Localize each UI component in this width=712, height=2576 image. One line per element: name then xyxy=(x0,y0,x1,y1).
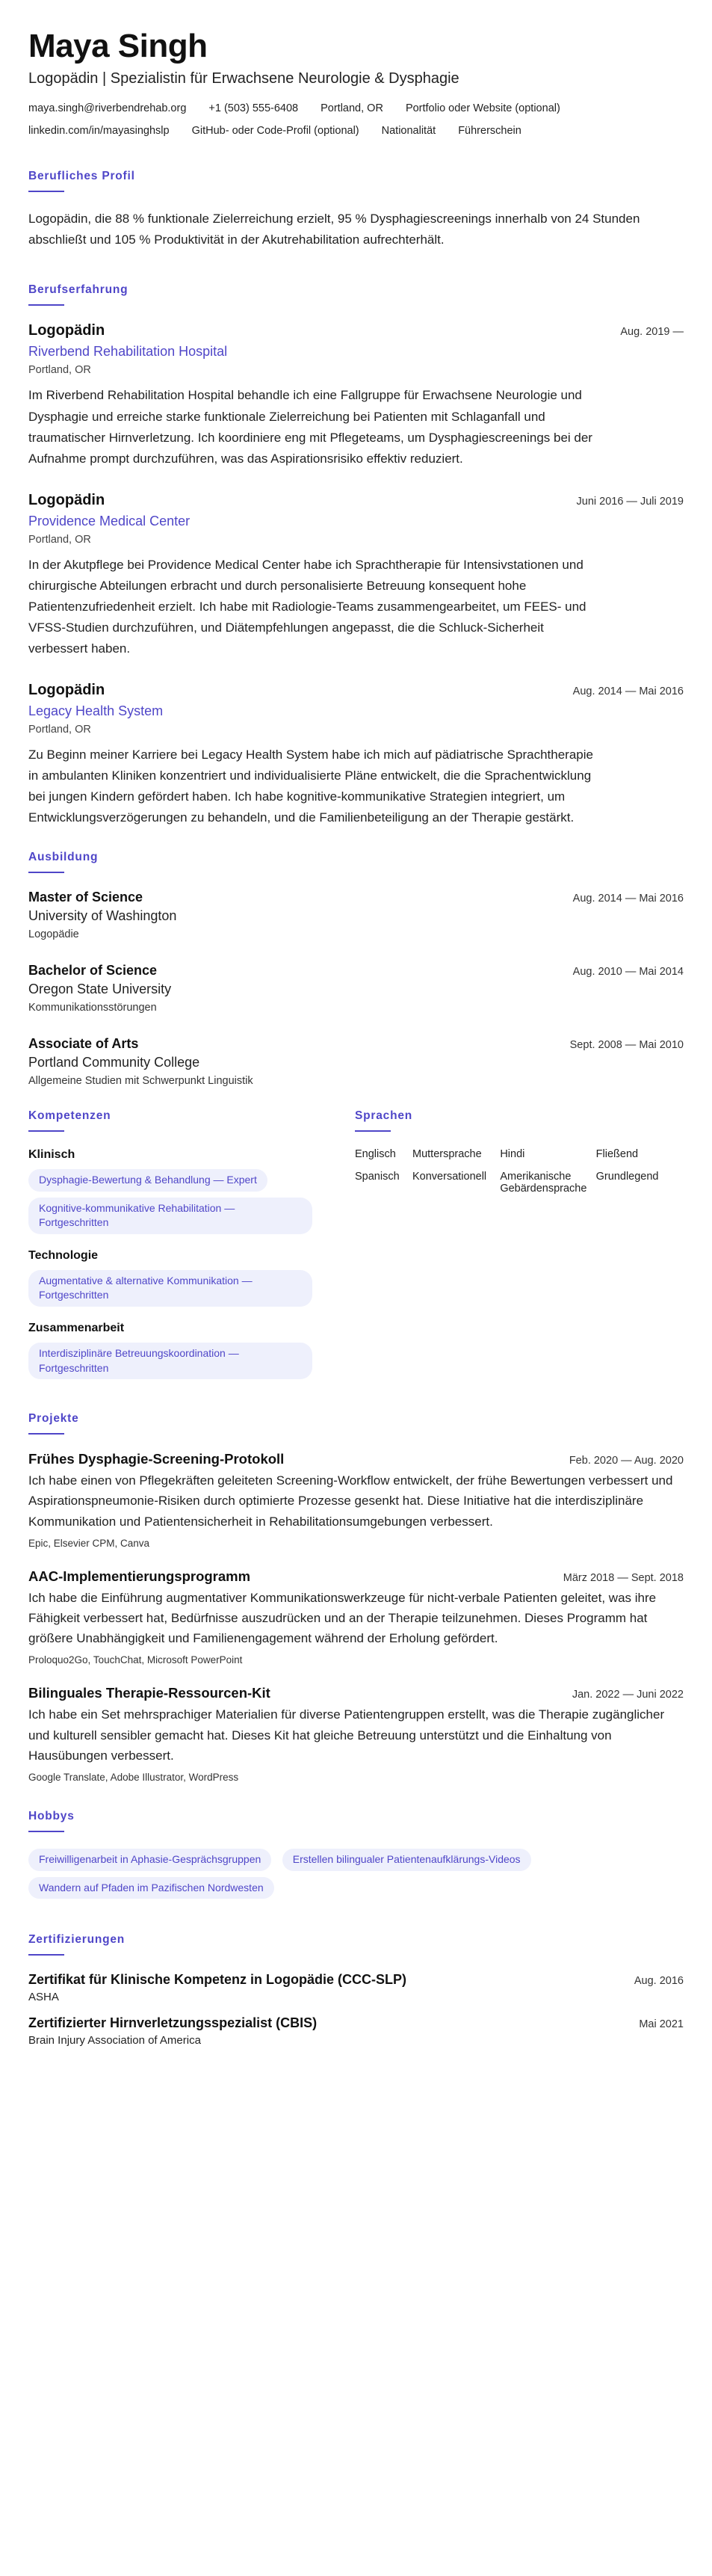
degree: Master of Science xyxy=(28,890,143,905)
language-name: Hindi xyxy=(500,1148,525,1161)
experience-item xyxy=(28,492,684,659)
section-divider xyxy=(355,1130,391,1132)
project-date: Feb. 2020 — Aug. 2020 xyxy=(569,1455,684,1467)
employer-name: Providence Medical Center xyxy=(28,513,191,529)
field-of-study: Kommunikationsstörungen xyxy=(28,1002,157,1014)
contact-github[interactable]: GitHub- oder Code-Profil (optional) xyxy=(191,125,359,138)
school-name: University of Washington xyxy=(28,908,177,924)
education-date: Aug. 2010 — Mai 2014 xyxy=(572,966,684,979)
section-divider xyxy=(28,1954,64,1956)
project-item xyxy=(28,1451,684,1549)
project-item xyxy=(28,1568,684,1666)
hobby-pill: Wandern auf Pfaden im Pazifischen Nordwesten xyxy=(28,1877,274,1899)
section-title-certifications: Zertifizierungen xyxy=(28,1933,126,1947)
section-divider xyxy=(28,1433,64,1435)
school-name: Portland Community College xyxy=(28,1055,200,1070)
skill-category: Technologie xyxy=(28,1248,99,1262)
contact-phone[interactable]: +1 (503) 555-6408 xyxy=(208,102,299,115)
job-title: Logopädin xyxy=(28,322,105,339)
project-description: Ich habe ein Set mehrsprachiger Materialien für diverse Patientengruppen erstellt, was die Therapie zugänglicher und kulturell sensibler gemacht hat. Dieses Kit hat gleiche Betreuung unterstützt und die Einhaltung von Hausübungen verbessert. xyxy=(28,1707,665,1763)
language-level: Grundlegend xyxy=(595,1171,659,1183)
skill-pill: Kognitive-kommunikative Rehabilitation — Fortgeschritten xyxy=(28,1198,312,1234)
job-date: Juni 2016 — Juli 2019 xyxy=(576,495,684,508)
skills-languages-section xyxy=(28,1109,684,1385)
headline: Logopädin | Spezialistin für Erwachsene Neurologie & Dysphagie xyxy=(28,70,459,87)
hobbies-section xyxy=(28,1810,684,1905)
employer-name: Riverbend Rehabilitation Hospital xyxy=(28,344,228,360)
candidate-name: Maya Singh xyxy=(28,28,208,64)
certification-date: Aug. 2016 xyxy=(634,1975,684,1988)
job-date: Aug. 2019 — xyxy=(620,326,684,339)
contact-info xyxy=(28,102,671,137)
language-row xyxy=(355,1171,684,1195)
job-location: Portland, OR xyxy=(28,723,91,736)
experience-item xyxy=(28,682,684,828)
job-title: Logopädin xyxy=(28,491,105,508)
degree: Associate of Arts xyxy=(28,1036,139,1052)
school-name: Oregon State University xyxy=(28,982,172,997)
degree: Bachelor of Science xyxy=(28,963,158,979)
section-title-skills: Kompetenzen xyxy=(28,1109,111,1123)
contact-linkedin[interactable]: linkedin.com/in/mayasinghslp xyxy=(28,125,170,138)
project-description: Ich habe die Einführung augmentativer Kommunikationswerkzeuge für nicht-verbale Patienten geleitet, was ihre Fähigkeit verbessert hat, Bedürfnisse auszudrücken und an der Therapie teilzunehmen. Dieses Programm hat größere Unabhängigkeit und Familienengagement während der Erholung gefördert. xyxy=(28,1590,657,1646)
skill-pill: Dysphagie-Bewertung & Behandlung — Expert xyxy=(28,1169,267,1192)
hobby-pill: Erstellen bilingualer Patientenaufklärungs-Videos xyxy=(282,1849,531,1871)
language-level: Konversationell xyxy=(412,1171,487,1183)
education-date: Sept. 2008 — Mai 2010 xyxy=(569,1039,684,1052)
certification-name: Zertifikat für Klinische Kompetenz in Logopädie (CCC-SLP) xyxy=(28,1972,407,1988)
section-divider xyxy=(28,191,64,192)
project-date: Jan. 2022 — Juni 2022 xyxy=(572,1689,684,1701)
certification-name: Zertifizierter Hirnverletzungsspezialist (CBIS) xyxy=(28,2015,318,2031)
experience-item xyxy=(28,322,684,469)
skills-column xyxy=(28,1109,325,1385)
job-title: Logopädin xyxy=(28,681,105,698)
language-name: Englisch xyxy=(355,1148,396,1161)
project-tools: Google Translate, Adobe Illustrator, WordPress xyxy=(28,1771,239,1783)
contact-drivers-license: Führerschein xyxy=(458,125,521,138)
education-item xyxy=(28,1036,684,1087)
job-description: Zu Beginn meiner Karriere bei Legacy Health System habe ich mich auf pädiatrische Sprachtherapie in ambulanten Kliniken konzentriert und individualisierte Pläne entwickelt, die die Sprachentwicklung bei jungen Kindern gefördert haben. Ich habe kognitive-kommunikative Strategien integriert, um Entwicklungsverzögerungen zu behandeln, und die Familienbeteiligung an der Therapie gestärkt. xyxy=(28,747,593,825)
language-name: Spanisch xyxy=(355,1171,400,1183)
section-title-projects: Projekte xyxy=(28,1412,79,1426)
section-divider xyxy=(28,1130,64,1132)
language-name: Amerikanische Gebärdensprache xyxy=(500,1171,587,1195)
education-item xyxy=(28,963,684,1014)
certification-date: Mai 2021 xyxy=(639,2018,684,2031)
contact-location: Portland, OR xyxy=(321,102,383,115)
job-description: Im Riverbend Rehabilitation Hospital behandle ich eine Fallgruppe für Erwachsene Neurologie und Dysphagie und erreiche starke funktionale Zielerreichung bei Patienten mit Schlaganfall und traumatischer Hirnverletzung. Ich koordiniere eng mit Pflegeteams, um Dysphagiescreenings bei der Aufnahme prompt durchzuführen, was das Aspirationsrisiko effektiv reduziert. xyxy=(28,388,592,466)
section-title-experience: Berufserfahrung xyxy=(28,283,129,297)
skill-pill: Augmentative & alternative Kommunikation — Fortgeschritten xyxy=(28,1270,312,1307)
languages-column xyxy=(355,1109,684,1385)
section-title-profile: Berufliches Profil xyxy=(28,170,135,183)
skill-pill: Interdisziplinäre Betreuungskoordination — Fortgeschritten xyxy=(28,1343,312,1379)
contact-nationality: Nationalität xyxy=(381,125,436,138)
profile-section xyxy=(28,170,684,250)
hobby-pill: Freiwilligenarbeit in Aphasie-Gesprächsgruppen xyxy=(28,1849,271,1871)
project-description: Ich habe einen von Pflegekräften geleiteten Screening-Workflow entwickelt, der frühe Bewertungen verbessert und Aspirationspneumonie-Risiken durch optimierte Prozesse gesenkt hat. Diese Initiative hat die interdisziplinäre Kommunikation und Patientensicherheit in Rehabilitationsumgebungen verbessert. xyxy=(28,1473,673,1529)
profile-summary: Logopädin, die 88 % funktionale Zielerreichung erzielt, 95 % Dysphagiescreenings innerhalb von 24 Stunden abschließt und 105 % Produktivität in der Akutrehabilitation aufrechterhält. xyxy=(28,212,640,247)
project-tools: Proloquo2Go, TouchChat, Microsoft PowerPoint xyxy=(28,1654,243,1666)
education-item xyxy=(28,890,684,940)
certification-org: Brain Injury Association of America xyxy=(28,2034,201,2047)
certification-item xyxy=(28,2015,684,2047)
project-title: Bilinguales Therapie-Ressourcen-Kit xyxy=(28,1685,270,1701)
language-row xyxy=(355,1148,684,1160)
language-level: Fließend xyxy=(595,1148,639,1161)
section-divider xyxy=(28,872,64,873)
project-tools: Epic, Elsevier CPM, Canva xyxy=(28,1537,150,1549)
section-title-hobbies: Hobbys xyxy=(28,1809,75,1822)
job-date: Aug. 2014 — Mai 2016 xyxy=(572,685,684,697)
skill-category: Klinisch xyxy=(28,1148,75,1162)
section-title-languages: Sprachen xyxy=(355,1109,413,1123)
skill-category: Zusammenarbeit xyxy=(28,1322,125,1335)
job-location: Portland, OR xyxy=(28,364,91,377)
projects-section xyxy=(28,1412,684,1783)
section-divider xyxy=(28,1831,64,1832)
contact-email[interactable]: maya.singh@riverbendrehab.org xyxy=(28,102,187,115)
language-level: Muttersprache xyxy=(412,1148,482,1161)
certification-item xyxy=(28,1972,684,2003)
project-title: Frühes Dysphagie-Screening-Protokoll xyxy=(28,1451,285,1467)
field-of-study: Logopädie xyxy=(28,928,79,941)
certifications-section xyxy=(28,1933,684,2047)
project-item xyxy=(28,1685,684,1783)
project-title: AAC-Implementierungsprogramm xyxy=(28,1568,251,1584)
contact-portfolio[interactable]: Portfolio oder Website (optional) xyxy=(405,102,560,115)
job-location: Portland, OR xyxy=(28,533,91,546)
field-of-study: Allgemeine Studien mit Schwerpunkt Linguistik xyxy=(28,1075,253,1088)
project-date: März 2018 — Sept. 2018 xyxy=(563,1571,684,1584)
job-description: In der Akutpflege bei Providence Medical Center habe ich Sprachtherapie für Intensivstationen und chirurgische Abteilungen erbracht und durch personalisierte Betreuung konsequent hohe Patientenzufriedenheit erzielt. Ich habe mit Radiologie-Teams zusammengearbeitet, um FEES- und VFSS-Studien durchzuführen, und Diätempfehlungen angepasst, die die Schluck-Sicherheit verbessert haben. xyxy=(28,557,586,656)
employer-name: Legacy Health System xyxy=(28,703,164,718)
experience-section xyxy=(28,283,684,828)
education-date: Aug. 2014 — Mai 2016 xyxy=(572,893,684,905)
education-section xyxy=(28,851,684,1087)
certification-org: ASHA xyxy=(28,1991,59,2004)
section-divider xyxy=(28,304,64,306)
section-title-education: Ausbildung xyxy=(28,851,99,864)
